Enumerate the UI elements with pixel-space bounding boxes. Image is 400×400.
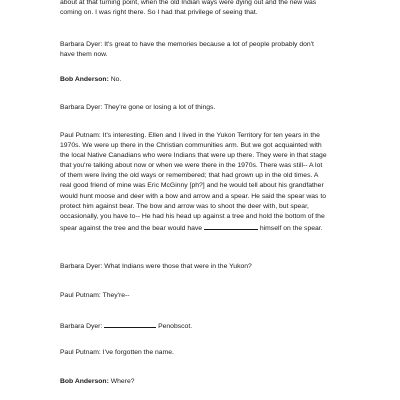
text-line: have them now. [60, 51, 108, 59]
text-line: would hunt moose and deer with a bow and arrow and a spear. He said the spear was to [60, 192, 326, 200]
text-line: coming on. I was right there. So I had that privilege of seeing that. [60, 9, 258, 17]
speaker-name: Barbara Dyer: [60, 263, 103, 270]
paragraph-barbara-dyer [60, 40, 360, 60]
text-line: occasionally, you have to-- He had his head up against a tree and hold the bottom of the [60, 212, 325, 220]
utterance: Penobscot. [158, 323, 193, 330]
text-line: of them were living the old ways or remembered; that had grown up in the old times. A [60, 172, 319, 180]
text-line: about at that turning point, when the old Indian ways were dying out and the new was [60, 0, 317, 6]
speaker-name: Bob Anderson: [60, 76, 109, 83]
paragraph-paul-putnam [60, 348, 360, 358]
text-line: 1970s. We were up there in the Christian communities arm. But we got acquainted with [60, 142, 322, 150]
paragraph-continuation [60, 0, 360, 18]
speaker-name: Paul Putnam: [60, 349, 101, 356]
speaker-name: Bob Anderson: [60, 378, 109, 385]
text-line: It's interesting. Ellen and I lived in the Yukon Territory for ten years in the [102, 132, 320, 139]
utterance: What Indians were those that were in the Yukon? [104, 263, 252, 270]
paragraph-barbara-dyer [60, 103, 360, 113]
paragraph-barbara-dyer [60, 262, 360, 272]
utterance: They're-- [102, 292, 130, 299]
speaker-name: Barbara Dyer: [60, 104, 103, 111]
paragraph-bob-anderson [60, 377, 360, 387]
utterance: They're gone or losing a lot of things. [104, 104, 216, 111]
paragraph-barbara-dyer [60, 320, 360, 332]
text-line: himself on the spear. [259, 224, 323, 232]
speaker-name: Paul Putnam: [60, 292, 101, 299]
text-line: the local Native Canadians who were Indians that were up there. They were in that stage [60, 152, 327, 160]
speaker-name: Barbara Dyer: [60, 41, 103, 48]
text-line: that you're talking about now or when we were there in the 1970s. There was still-- A lot [60, 162, 323, 170]
speaker-name: Paul Putnam: [60, 132, 101, 139]
text-line: real good friend of mine was Eric McGinny [ph?] and he would tell about his grandfather [60, 182, 324, 190]
utterance: Where? [110, 378, 135, 385]
text-line: It's great to have the memories because a lot of people probably don't [104, 41, 314, 48]
speaker-name: Barbara Dyer: [60, 323, 103, 330]
utterance: I've forgotten the name. [102, 349, 174, 356]
utterance: No. [110, 76, 122, 83]
blank-line [104, 320, 156, 328]
blank-line [204, 222, 258, 230]
text-line: spear against the tree and the bear would have [60, 224, 203, 232]
paragraph-paul-putnam [60, 291, 360, 301]
paragraph-paul-putnam [60, 131, 360, 234]
text-line: protect him against bear. The bow and arrow was to shoot the deer with, but spear, [60, 202, 309, 210]
paragraph-bob-anderson [60, 75, 360, 85]
